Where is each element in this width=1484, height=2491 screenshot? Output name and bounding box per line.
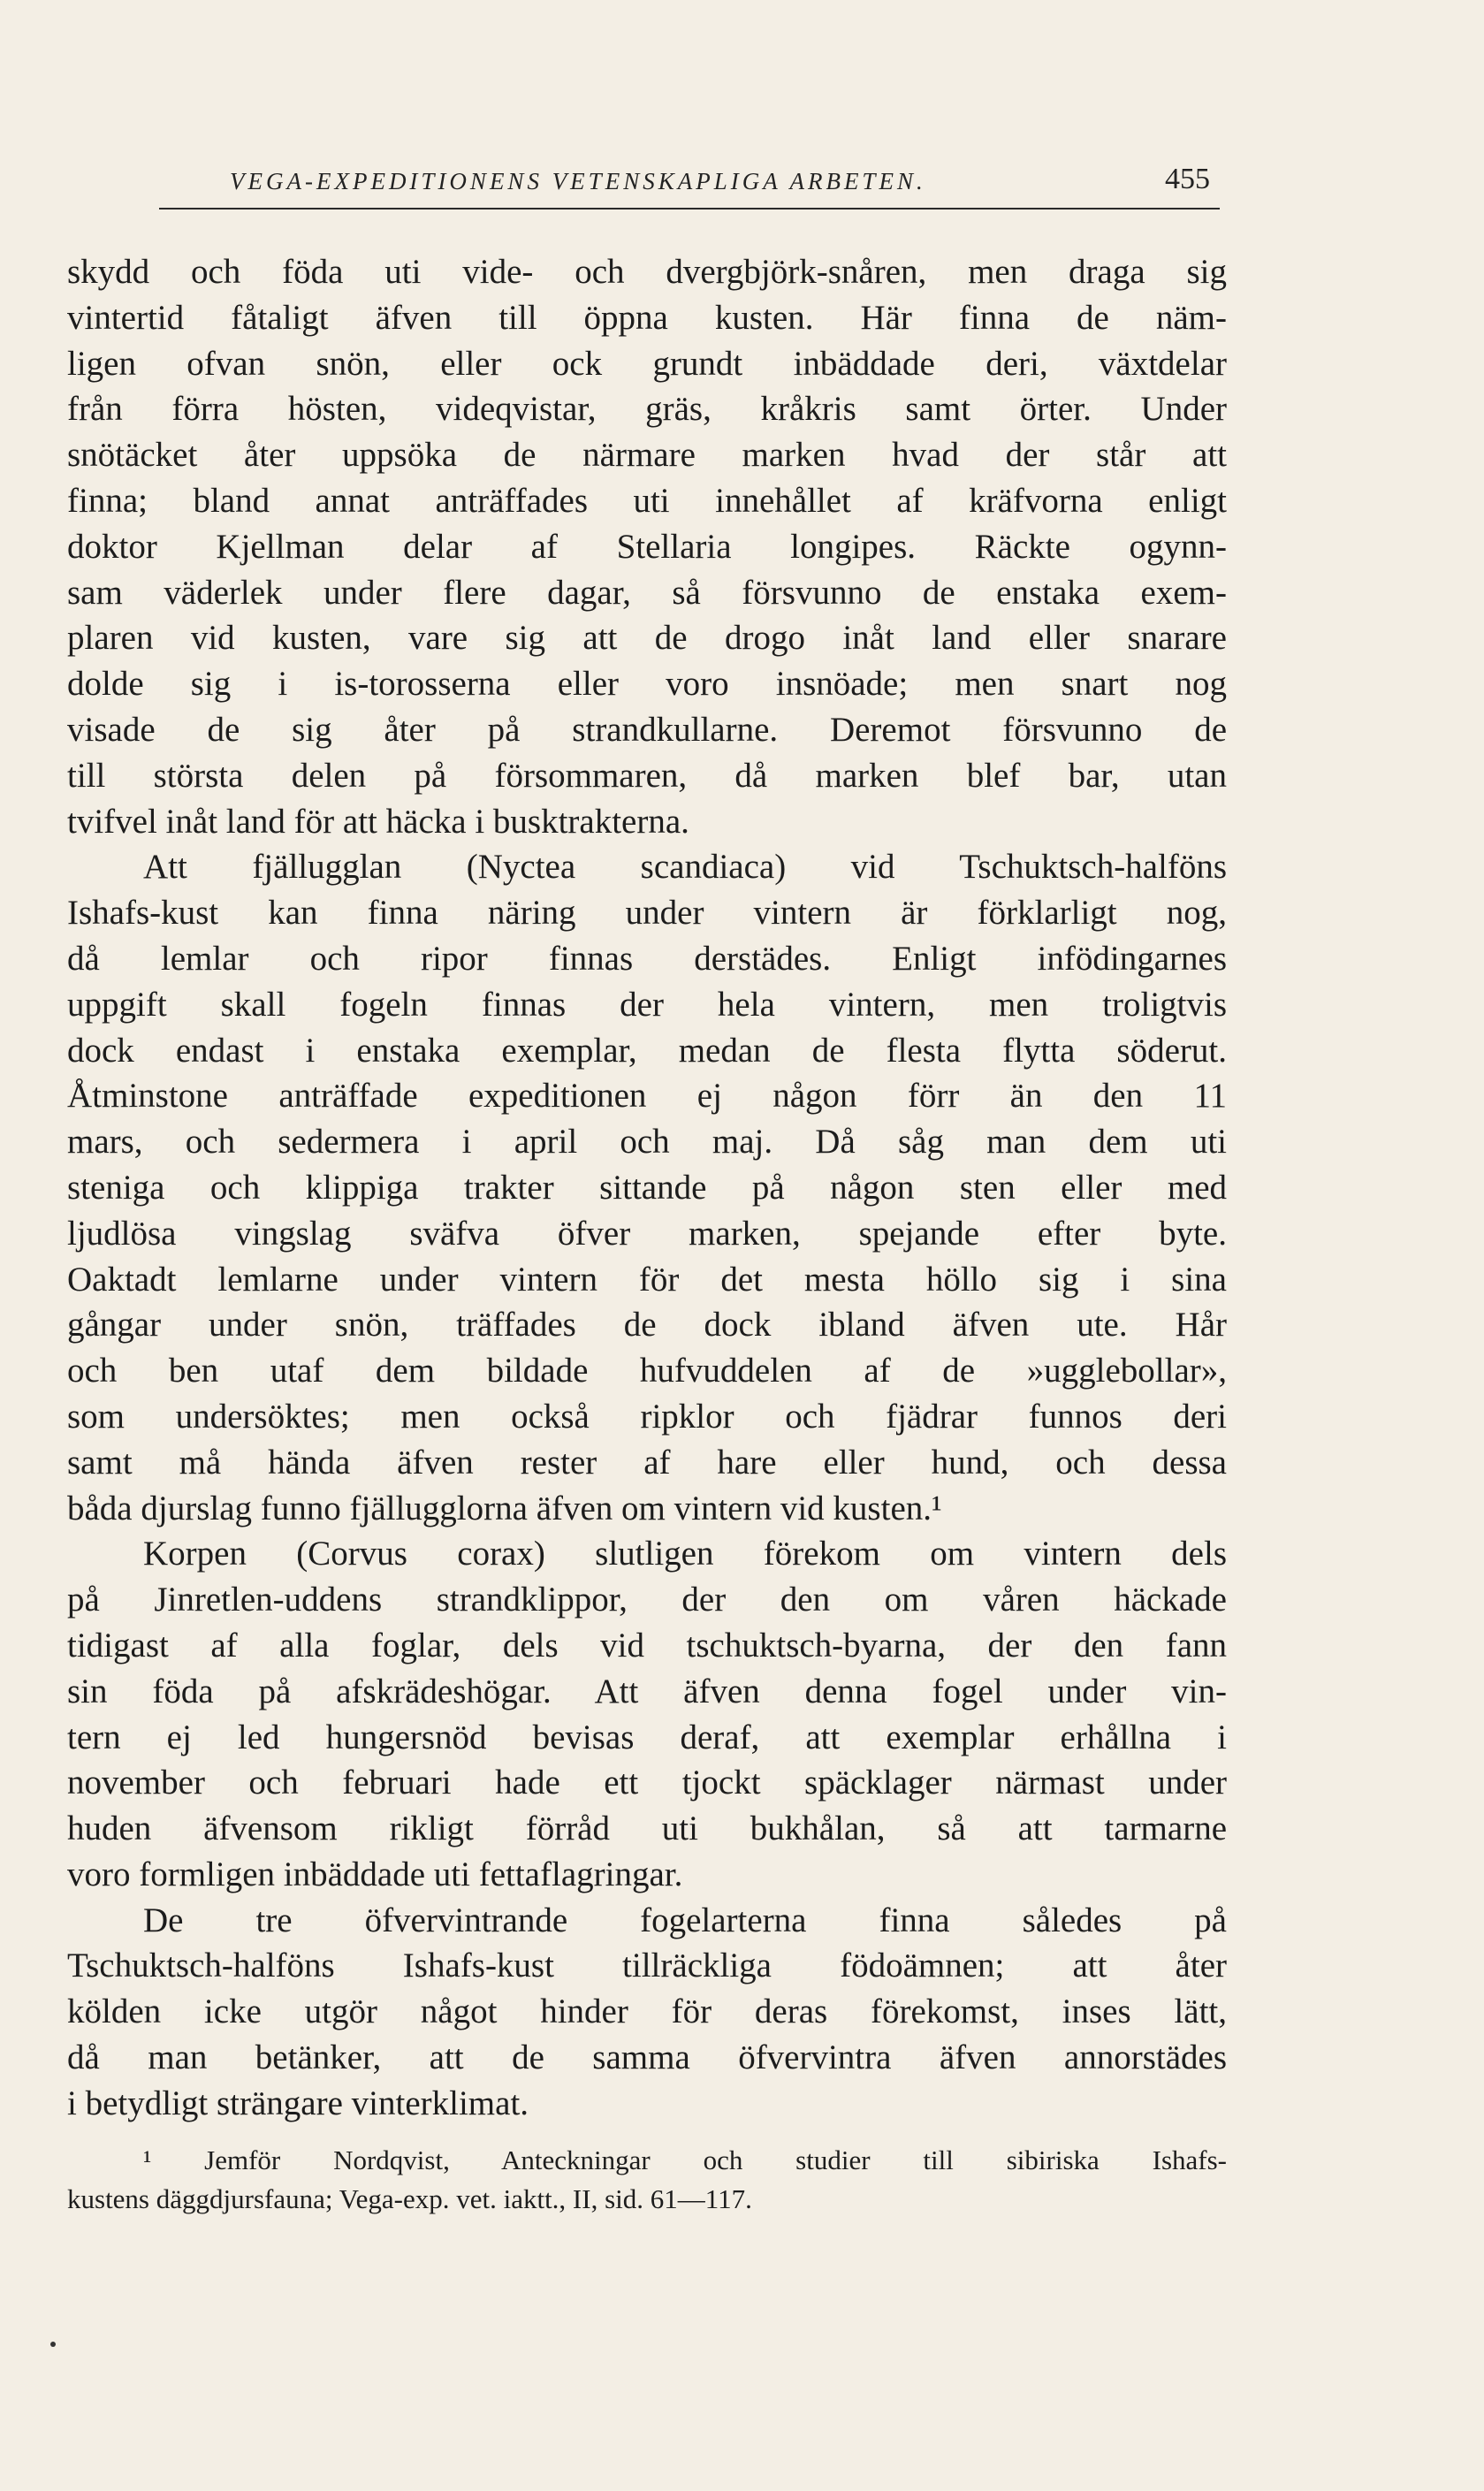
- text-line: visade de sig åter på strandkullarne. Deremot försvunno de: [67, 710, 1227, 749]
- text-line: Tschuktsch-halföns Ishafs-kust tillräckliga födoämnen; att åter: [67, 1946, 1227, 1985]
- text-line: ligen ofvan snön, eller ock grundt inbäddade deri, växtdelar: [67, 344, 1227, 383]
- text-line: huden äfvensom rikligt förråd uti bukhålan, så att tarmarne: [67, 1809, 1227, 1848]
- text-line: voro formligen inbäddade uti fettaflagringar.: [67, 1855, 683, 1893]
- text-line: uppgift skall fogeln finnas der hela vintern, men troligtvis: [67, 985, 1227, 1024]
- running-title: VEGA-EXPEDITIONENS VETENSKAPLIGA ARBETEN.: [230, 168, 926, 194]
- page-number: 455: [1165, 163, 1210, 195]
- text-line: ljudlösa vingslag sväfva öfver marken, spejande efter byte.: [67, 1214, 1227, 1253]
- text-line: Att fjällugglan (Nyctea scandiaca) vid Tschuktsch-halföns: [143, 848, 1227, 887]
- footnote-line: kustens däggdjursfauna; Vega-exp. vet. iaktt., II, sid. 61—117.: [67, 2183, 752, 2214]
- text-line: doktor Kjellman delar af Stellaria longipes. Räckte ogynn-: [67, 527, 1227, 566]
- text-line: Ishafs-kust kan finna näring under vintern är förklarligt nog,: [67, 894, 1227, 933]
- text-line: steniga och klippiga trakter sittande på någon sten eller med: [67, 1168, 1227, 1207]
- text-line: kölden icke utgör något hinder för deras förekomst, inses lätt,: [67, 1992, 1227, 2031]
- footnotes: [67, 2141, 1227, 2219]
- text-line: snötäcket åter uppsöka de närmare marken hvad der står att: [67, 436, 1227, 475]
- text-line: skydd och föda uti vide- och dvergbjörk-snåren, men draga sig: [67, 253, 1227, 291]
- text-line: sin föda på afskrädeshögar. Att äfven denna fogel under vin-: [67, 1672, 1227, 1710]
- text-line: plaren vid kusten, vare sig att de drogo inåt land eller snarare: [67, 619, 1227, 658]
- text-line: finna; bland annat anträffades uti innehållet af kräfvorna enligt: [67, 481, 1227, 520]
- text-line: till största delen på försommaren, då marken blef bar, utan: [67, 756, 1227, 795]
- text-line: från förra hösten, videqvistar, gräs, kråkris samt örter. Under: [67, 390, 1227, 429]
- text-line: dock endast i enstaka exemplar, medan de flesta flytta söderut.: [67, 1031, 1227, 1070]
- text-line: tern ej led hungersnöd bevisas deraf, att exemplar erhållna i: [67, 1718, 1227, 1756]
- text-line: Oaktadt lemlarne under vintern för det mesta höllo sig i sina: [67, 1260, 1227, 1299]
- text-line: De tre öfvervintrande fogelarterna finna således på: [143, 1901, 1227, 1939]
- text-line: Åtminstone anträffade expeditionen ej någon förr än den 11: [67, 1077, 1227, 1116]
- text-line: november och februari hade ett tjockt späcklager närmast under: [67, 1764, 1227, 1802]
- text-line: båda djurslag funno fjällugglorna äfven om vintern vid kusten.¹: [67, 1489, 942, 1527]
- text-line: gångar under snön, träffades de dock ibland äfven ute. Hår: [67, 1306, 1227, 1345]
- text-line: dolde sig i is-torosserna eller voro insnöade; men snart nog: [67, 665, 1227, 704]
- body-text: [67, 249, 1227, 2127]
- text-line: vintertid fåtaligt äfven till öppna kusten. Här finna de näm-: [67, 298, 1227, 337]
- header-rule: [159, 208, 1220, 209]
- text-line: då man betänker, att de samma öfvervintra äfven annorstädes: [67, 2038, 1227, 2077]
- text-line: Korpen (Corvus corax) slutligen förekom om vintern dels: [143, 1535, 1227, 1573]
- ink-speck: [50, 2342, 56, 2347]
- text-line: i betydligt strängare vinterklimat.: [67, 2083, 529, 2122]
- text-line: tidigast af alla foglar, dels vid tschuktsch-byarna, der den fann: [67, 1626, 1227, 1664]
- text-line: samt må hända äfven rester af hare eller hund, och dessa: [67, 1443, 1227, 1482]
- text-line: på Jinretlen-uddens strandklippor, der den om våren häckade: [67, 1581, 1227, 1619]
- text-line: då lemlar och ripor finnas derstädes. Enligt infödingarnes: [67, 939, 1227, 978]
- text-line: mars, och sedermera i april och maj. Då såg man dem uti: [67, 1123, 1227, 1162]
- text-line: sam väderlek under flere dagar, så försvunno de enstaka exem-: [67, 573, 1227, 612]
- text-line: och ben utaf dem bildade hufvuddelen af de »ugglebollar»,: [67, 1352, 1227, 1390]
- footnote-line: ¹ Jemför Nordqvist, Anteckningar och studier till sibiriska Ishafs-: [143, 2144, 1227, 2175]
- text-line: som undersöktes; men också ripklor och fjädrar funnos deri: [67, 1397, 1227, 1436]
- text-line: tvifvel inåt land för att häcka i busktrakterna.: [67, 802, 689, 841]
